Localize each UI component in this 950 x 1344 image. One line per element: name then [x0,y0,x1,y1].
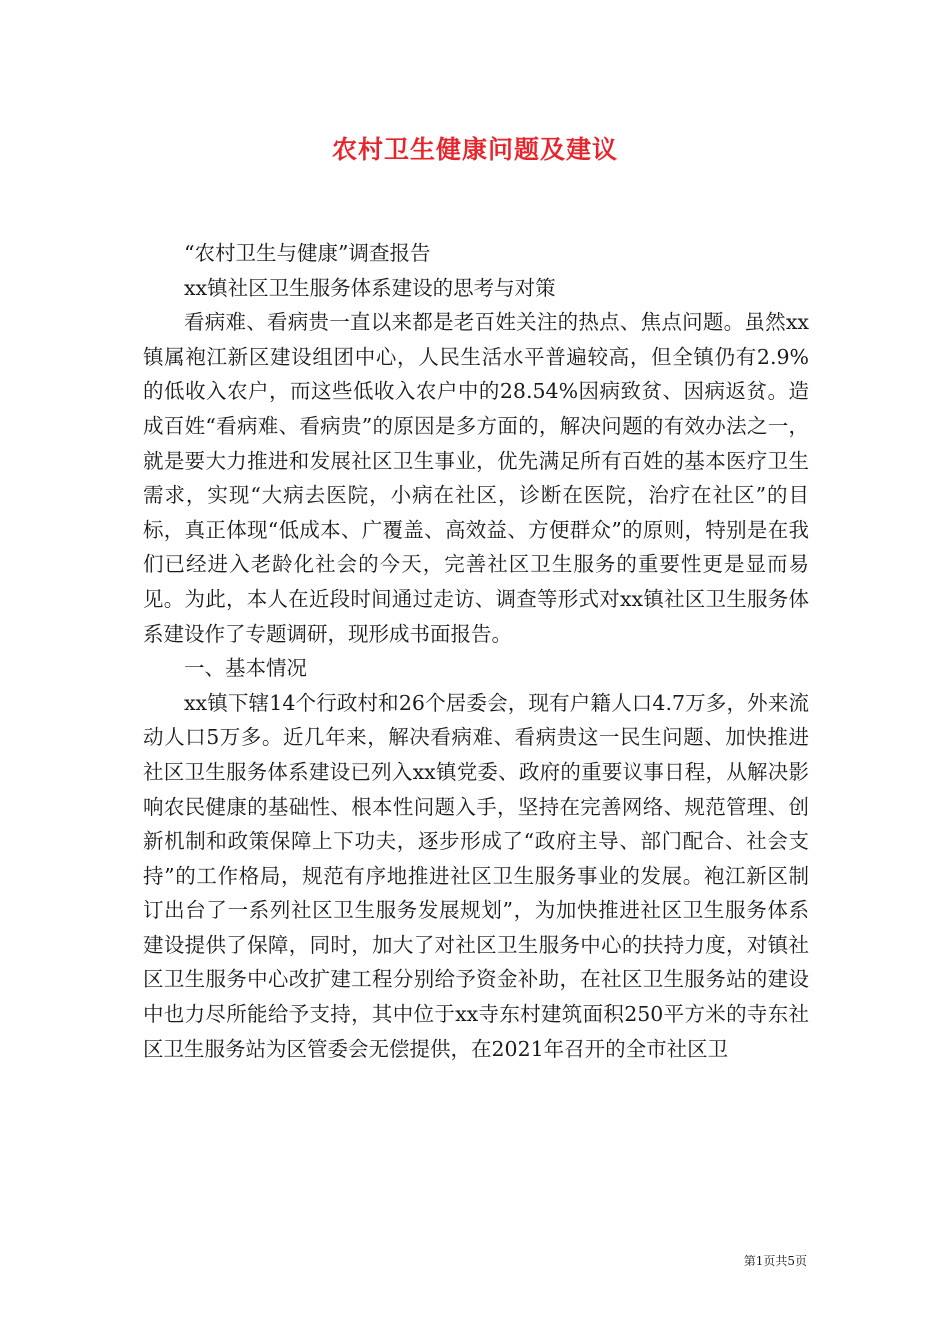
page-title: 农村卫生健康问题及建议 [331,135,618,164]
paragraph-report-title: “农村卫生与健康”调查报告 [184,241,431,265]
paragraph-intro: 看病难、看病贵一直以来都是老百姓关注的热点、焦点问题。虽然xx镇属袍江新区建设组团中心，人民生活水平普遍较高，但全镇仍有2.9%的低收入农户，而这些低收入农户中的28.54%因病致贫、因病返贫。造成百姓“看病难、看病贵”的原因是多方面的，解决问题的有效办法之一，就是要大力推进和发展社区卫生事业，优先满足所有百姓的基本医疗卫生需求，实现“大病去医院，小病在社区，诊断在医院，治疗在社区”的目标，真正体现“低成本、广覆盖、高效益、方便群众”的原则，特别是在我们已经进入老龄化社会的今天，完善社区卫生服务的重要性更是显而易见。为此，本人在近段时间通过走访、调查等形式对xx镇社区卫生服务体系建设作了专题调研，现形成书面报告。 [143,310,809,646]
document-body [143,236,809,1066]
page-footer: 第1页共5页 [743,1254,807,1268]
paragraph-subtitle: xx镇社区卫生服务体系建设的思考与对策 [184,275,556,300]
section-heading-basic-situation: 一、基本情况 [184,656,307,681]
paragraph-basic-situation: xx镇下辖14个行政村和26个居委会，现有户籍人口4.7万多，外来流动人口5万多。近几年来，解决看病难、看病贵这一民生问题、加快推进社区卫生服务体系建设已列入xx镇党委、政府的重要议事日程，从解决影响农民健康的基础性、根本性问题入手，坚持在完善网络、规范管理、创新机制和政策保障上下功夫，逐步形成了“政府主导、部门配合、社会支持”的工作格局，规范有序地推进社区卫生服务事业的发展。袍江新区制订出台了一系列社区卫生服务发展规划”，为加快推进社区卫生服务体系建设提供了保障，同时，加大了对社区卫生服务中心的扶持力度，对镇社区卫生服务中心改扩建工程分别给予资金补助，在社区卫生服务站的建设中也力尽所能给予支持，其中位于xx寺东村建筑面积250平方米的寺东社区卫生服务站为区管委会无偿提供，在2021年召开的全市社区卫 [143,690,809,1061]
